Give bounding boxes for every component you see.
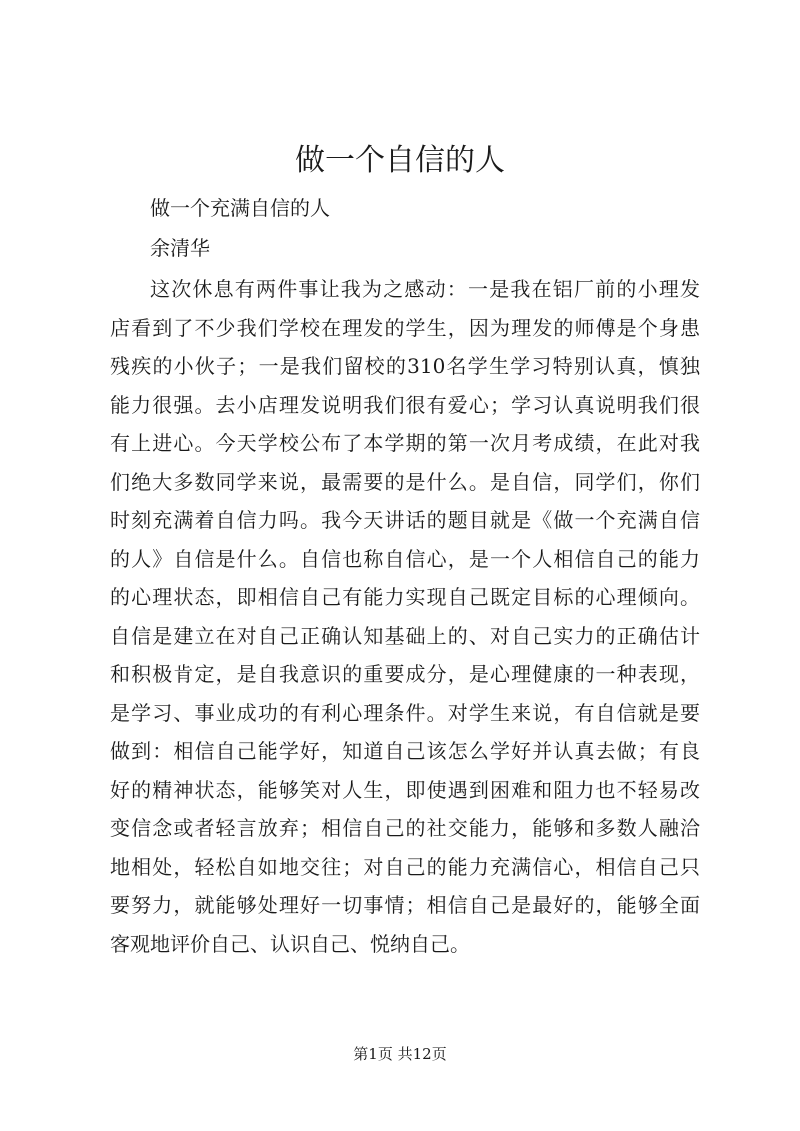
paragraph-line: 自信是建立在对自己正确认知基础上的、对自己实力的正确估计 bbox=[110, 623, 700, 648]
paragraph-line: 能力很强。去小店理发说明我们很有爱心；学习认真说明我们很 bbox=[110, 392, 700, 417]
paragraph-line: 做到：相信自己能学好，知道自己该怎么学好并认真去做；有良 bbox=[110, 739, 700, 763]
paragraph-line: 客观地评价自己、认识自己、悦纳自己。 bbox=[110, 931, 470, 956]
paragraph-line: 地相处，轻松自如地交往；对自己的能力充满信心，相信自己只 bbox=[110, 854, 700, 879]
paragraph-line: 时刻充满着自信力吗。我今天讲话的题目就是《做一个充满自信 bbox=[110, 508, 700, 532]
paragraph-line: 有上进心。今天学校公布了本学期的第一次月考成绩，在此对我 bbox=[110, 431, 700, 455]
paragraph-line: 们绝大多数同学来说，最需要的是什么。是自信，同学们，你们 bbox=[110, 469, 700, 494]
document-subtitle: 做一个充满自信的人 bbox=[150, 196, 330, 220]
paragraph-line: 要努力，就能够处理好一切事情；相信自己是最好的，能够全面 bbox=[110, 893, 700, 917]
paragraph-line: 的心理状态，即相信自己有能力实现自己既定目标的心理倾向。 bbox=[110, 585, 700, 609]
paragraph-line: 是学习、事业成功的有利心理条件。对学生来说，有自信就是要 bbox=[110, 700, 700, 725]
paragraph-line: 和积极肯定，是自我意识的重要成分，是心理健康的一种表现， bbox=[110, 662, 700, 686]
paragraph-line: 好的精神状态，能够笑对人生，即使遇到困难和阻力也不轻易改 bbox=[110, 777, 700, 802]
document-title: 做一个自信的人 bbox=[295, 143, 505, 178]
paragraph-line: 残疾的小伙子；一是我们留校的310名学生学习特别认真，慎独 bbox=[110, 354, 700, 378]
paragraph-line: 这次休息有两件事让我为之感动：一是我在铝厂前的小理发 bbox=[150, 277, 700, 301]
paragraph-line: 店看到了不少我们学校在理发的学生，因为理发的师傅是个身患 bbox=[110, 315, 700, 340]
paragraph-line: 变信念或者轻言放弃；相信自己的社交能力，能够和多数人融洽 bbox=[110, 816, 700, 840]
paragraph-line: 的人》自信是什么。自信也称自信心，是一个人相信自己的能力 bbox=[110, 546, 700, 571]
body-paragraph bbox=[110, 270, 700, 963]
document-author: 余清华 bbox=[150, 236, 210, 260]
page-footer: 第1页 共12页 bbox=[353, 1045, 447, 1063]
